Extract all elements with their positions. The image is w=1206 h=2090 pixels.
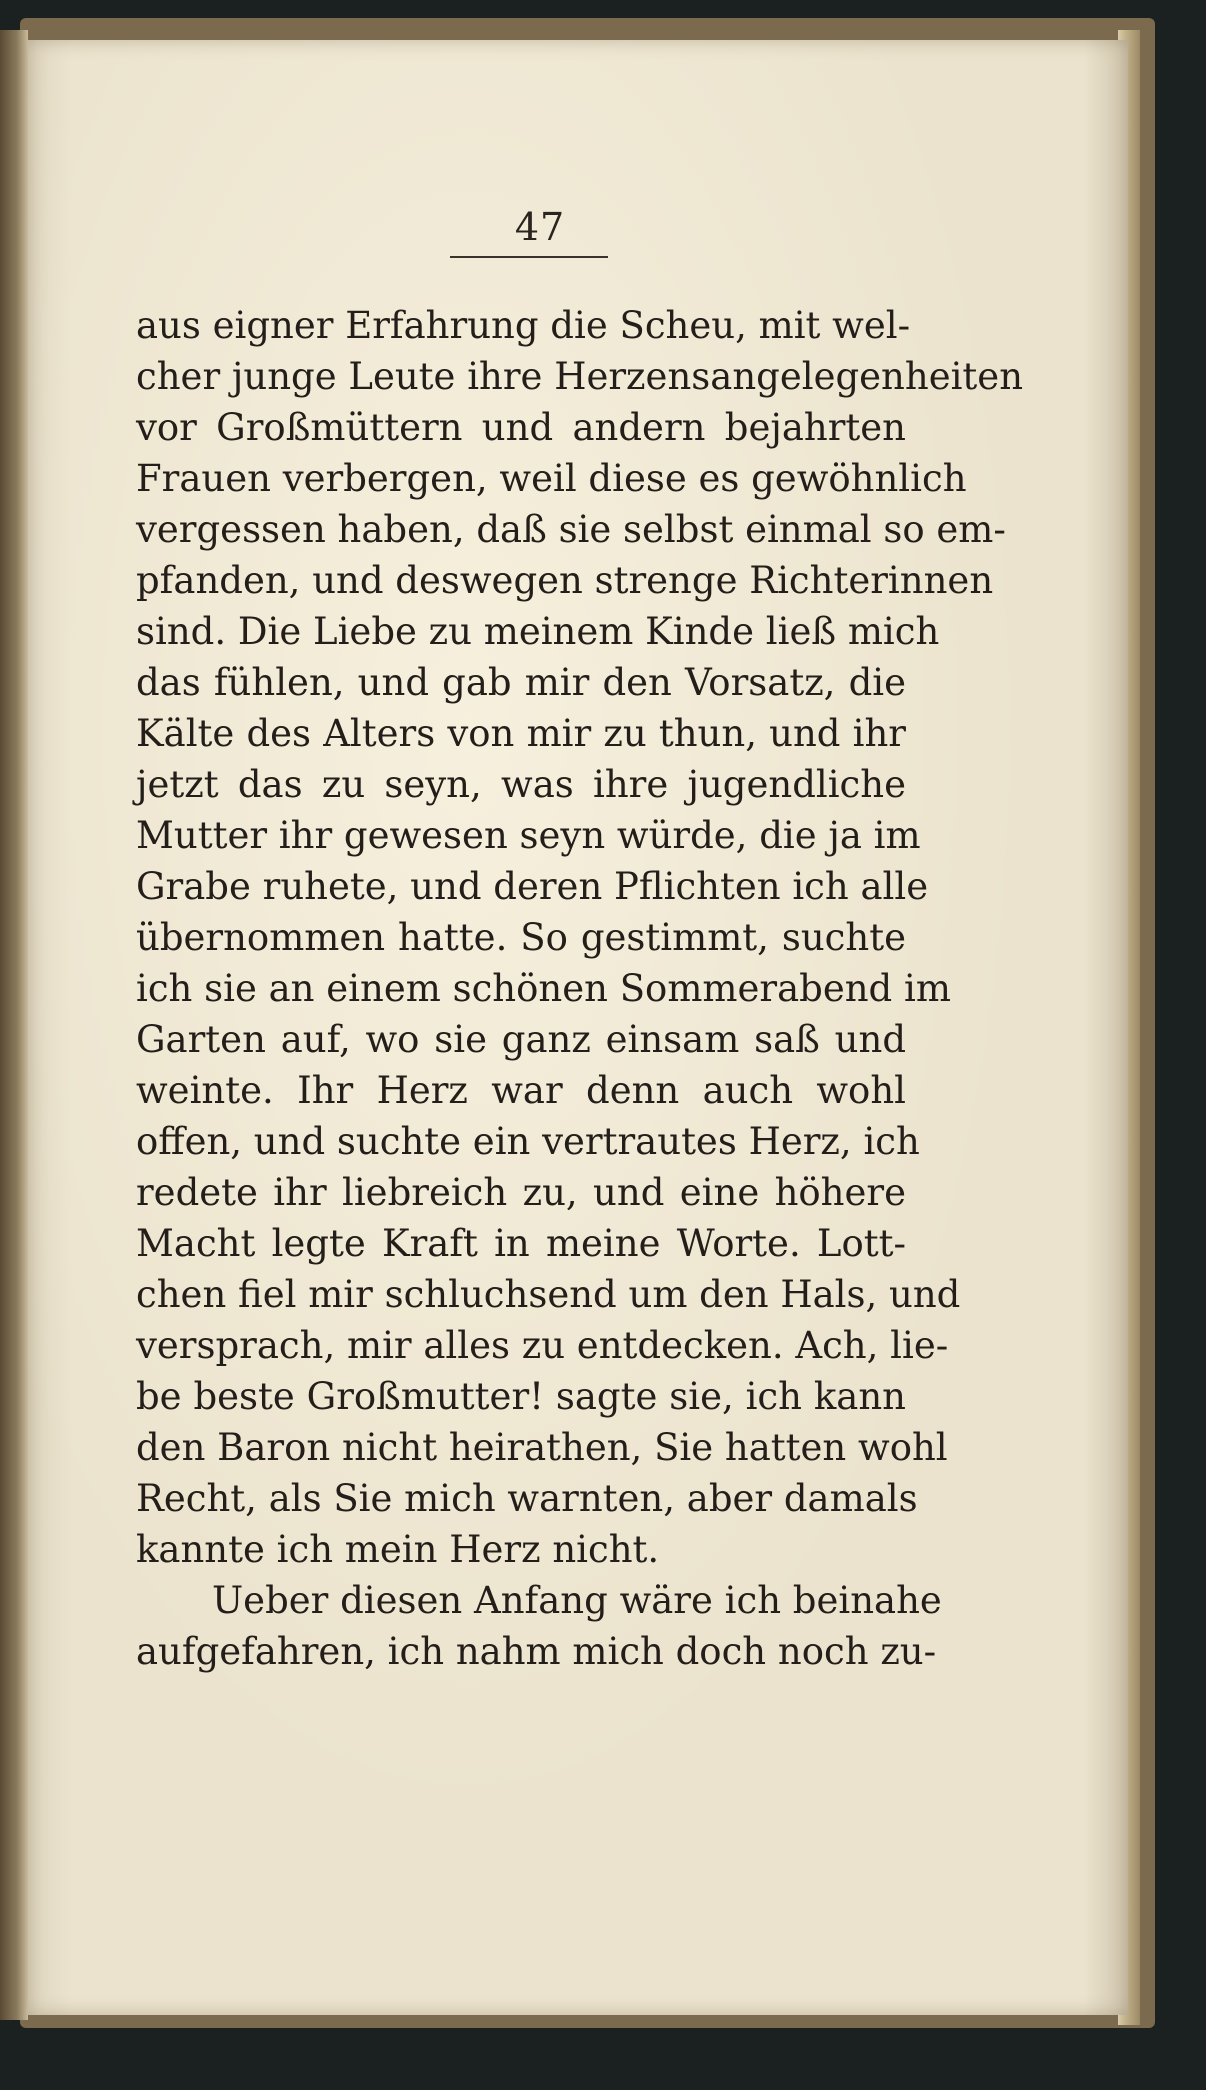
text-line: Mutter ihr gewesen seyn würde, die ja im [136, 814, 921, 857]
text-line: redete ihr liebreich zu, und eine höhere [136, 1171, 906, 1214]
text-line: jetzt das zu seyn, was ihre jugendliche [136, 763, 906, 806]
text-line: Frauen verbergen, weil diese es gewöhnlich [136, 457, 967, 500]
text-line: das fühlen, und gab mir den Vorsatz, die [136, 661, 906, 704]
text-line: Recht, als Sie mich warnten, aber damals [136, 1477, 918, 1520]
text-line: vor Großmüttern und andern bejahrten [136, 406, 906, 449]
text-line: Garten auf, wo sie ganz einsam saß und [136, 1018, 906, 1061]
text-line: pfanden, und deswegen strenge Richterinnen [136, 559, 994, 602]
page-text [136, 300, 1024, 1677]
text-line: aus eigner Erfahrung die Scheu, mit wel- [136, 304, 911, 347]
text-line: vergessen haben, daß sie selbst einmal so em- [136, 508, 1006, 551]
text-line: Grabe ruhete, und deren Pflichten ich alle [136, 865, 929, 908]
text-line: übernommen hatte. So gestimmt, suchte [136, 916, 906, 959]
text-line: den Baron nicht heirathen, Sie hatten wohl [136, 1426, 948, 1469]
text-line: kannte ich mein Herz nicht. [136, 1528, 660, 1571]
text-line: weinte. Ihr Herz war denn auch wohl [136, 1069, 906, 1112]
text-line: versprach, mir alles zu entdecken. Ach, lie- [136, 1324, 949, 1367]
text-line: chen fiel mir schluchsend um den Hals, und [136, 1273, 961, 1316]
text-line: Kälte des Alters von mir zu thun, und ihr [136, 712, 906, 755]
page-number: 47 [514, 205, 566, 249]
text-line: cher junge Leute ihre Herzensangelegenheiten [136, 355, 1024, 398]
facing-page-edge [0, 30, 28, 2020]
text-line: sind. Die Liebe zu meinem Kinde ließ mich [136, 610, 940, 653]
text-line: ich sie an einem schönen Sommerabend im [136, 967, 951, 1010]
text-line: aufgefahren, ich nahm mich doch noch zu- [136, 1630, 937, 1673]
text-line: Ueber diesen Anfang wäre ich beinahe [212, 1579, 942, 1622]
text-line: Macht legte Kraft in meine Worte. Lott- [136, 1222, 906, 1265]
text-line: offen, und suchte ein vertrautes Herz, ich [136, 1120, 920, 1163]
text-line: be beste Großmutter! sagte sie, ich kann [136, 1375, 906, 1418]
page-number-rule [450, 256, 608, 258]
